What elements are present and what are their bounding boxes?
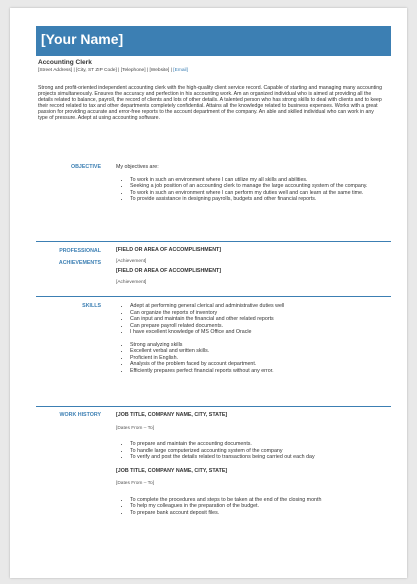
skills-section [116, 303, 384, 374]
list-item: • Analysis of the problem faced by account department. [130, 361, 384, 368]
list-item: • Can input and maintain the financial and other related reports [130, 316, 384, 323]
resume-name: [Your Name] [41, 31, 124, 47]
skills-list-secondary [116, 342, 384, 375]
list-item: • To provide assistance in designing payrolls, budgets and other financial reports. [130, 196, 384, 203]
list-item: • Can organize the reports of inventory [130, 310, 384, 317]
list-item: • I have excellent knowledge of MS Office and Oracle [130, 329, 384, 336]
list-item: • Proficient in English. [130, 355, 384, 362]
list-item: • Excellent verbal and written skills. [130, 348, 384, 355]
achievements-label-line1: PROFESSIONAL [59, 248, 101, 254]
skills-label: SKILLS [82, 303, 101, 309]
list-item: • Adept at performing general clerical and administrative duties well [130, 303, 384, 310]
achievements-label [25, 248, 101, 267]
contact-details: [Street Address] | [City, ST ZIP Code] | [Telephone] | [Website] | [38, 68, 172, 73]
name-banner [36, 26, 391, 56]
work-history-label: WORK HISTORY [59, 412, 101, 418]
list-item: • To complete the procedures and steps to be taken at the end of the closing month [130, 497, 384, 504]
job-duties-list [116, 441, 384, 461]
job-entry-title: [JOB TITLE, COMPANY NAME, CITY, STATE] [116, 467, 228, 474]
summary-paragraph: Strong and profit-oriented independent accounting clerk with the high-quality client service record. Capable of starting and managing many accounting projects simultaneously. Ensures the accuracy and perfection in his accounting work. Am an organized individual who is aimed at providing all the details related to balance, payroll, the record of clients and lots of other details. A talented person who has strong skills to deal with clients and to keep their record related to tax and other departments completely confidential. Attains all the knowledge related to business expenses. Works with a great passion for providing accurate and error-free reports to the account department of the company. An able and skilled individual who can work in any type of pressure. Adept at using accounting software. [38, 85, 383, 122]
section-divider [36, 296, 391, 297]
list-item: • To work in such an environment where I can perform my duties well and can learn at the same time. [130, 190, 384, 197]
resume-page [10, 8, 407, 578]
list-item: • To prepare and maintain the accounting documents. [130, 441, 384, 448]
work-history-section [116, 412, 384, 516]
objective-intro: My objectives are: [116, 164, 159, 170]
job-duties-list [116, 497, 384, 517]
achievement-field: [FIELD OR AREA OF ACCOMPLISHMENT] [116, 268, 222, 274]
objective-label: OBJECTIVE [70, 164, 101, 170]
list-item: • To verify and post the details related to transactions being carried out each day [130, 454, 384, 461]
section-divider [36, 241, 391, 242]
section-divider [36, 406, 391, 407]
list-item: • Efficiently prepares perfect financial reports without any error. [130, 368, 384, 375]
list-item: • To help my colleagues in the preparation of the budget. [130, 503, 384, 510]
achievement-item: [Achievement] [116, 279, 147, 285]
achievement-field: [FIELD OR AREA OF ACCOMPLISHMENT] [116, 247, 222, 253]
achievements-label-line2: ACHIEVEMENTS [58, 259, 101, 266]
achievement-item: [Achievement] [116, 258, 147, 264]
contact-line [38, 68, 188, 73]
list-item: • Can prepare payroll related documents. [130, 323, 384, 330]
job-entry-dates: [Dates From – To] [116, 481, 155, 486]
list-item: • To prepare bank account deposit files. [130, 510, 384, 517]
list-item: • Seeking a job position of an accounting clerk to manage the large accounting system of the company. [130, 183, 384, 190]
job-entry-dates: [Dates From – To] [116, 425, 155, 431]
objective-section [116, 164, 384, 203]
objective-list [116, 177, 384, 203]
skills-list-primary [116, 303, 384, 336]
job-entry-title: [JOB TITLE, COMPANY NAME, CITY, STATE] [116, 412, 228, 418]
email-link[interactable]: [Email] [173, 68, 188, 73]
achievements-section [116, 247, 384, 286]
job-title: Accounting Clerk [38, 59, 92, 66]
list-item: • Strong analyzing skills [130, 342, 384, 349]
list-item: • To work in such an environment where I can utilize my all skills and abilities. [130, 177, 384, 184]
list-item: • To handle large computerized accounting system of the company [130, 448, 384, 455]
